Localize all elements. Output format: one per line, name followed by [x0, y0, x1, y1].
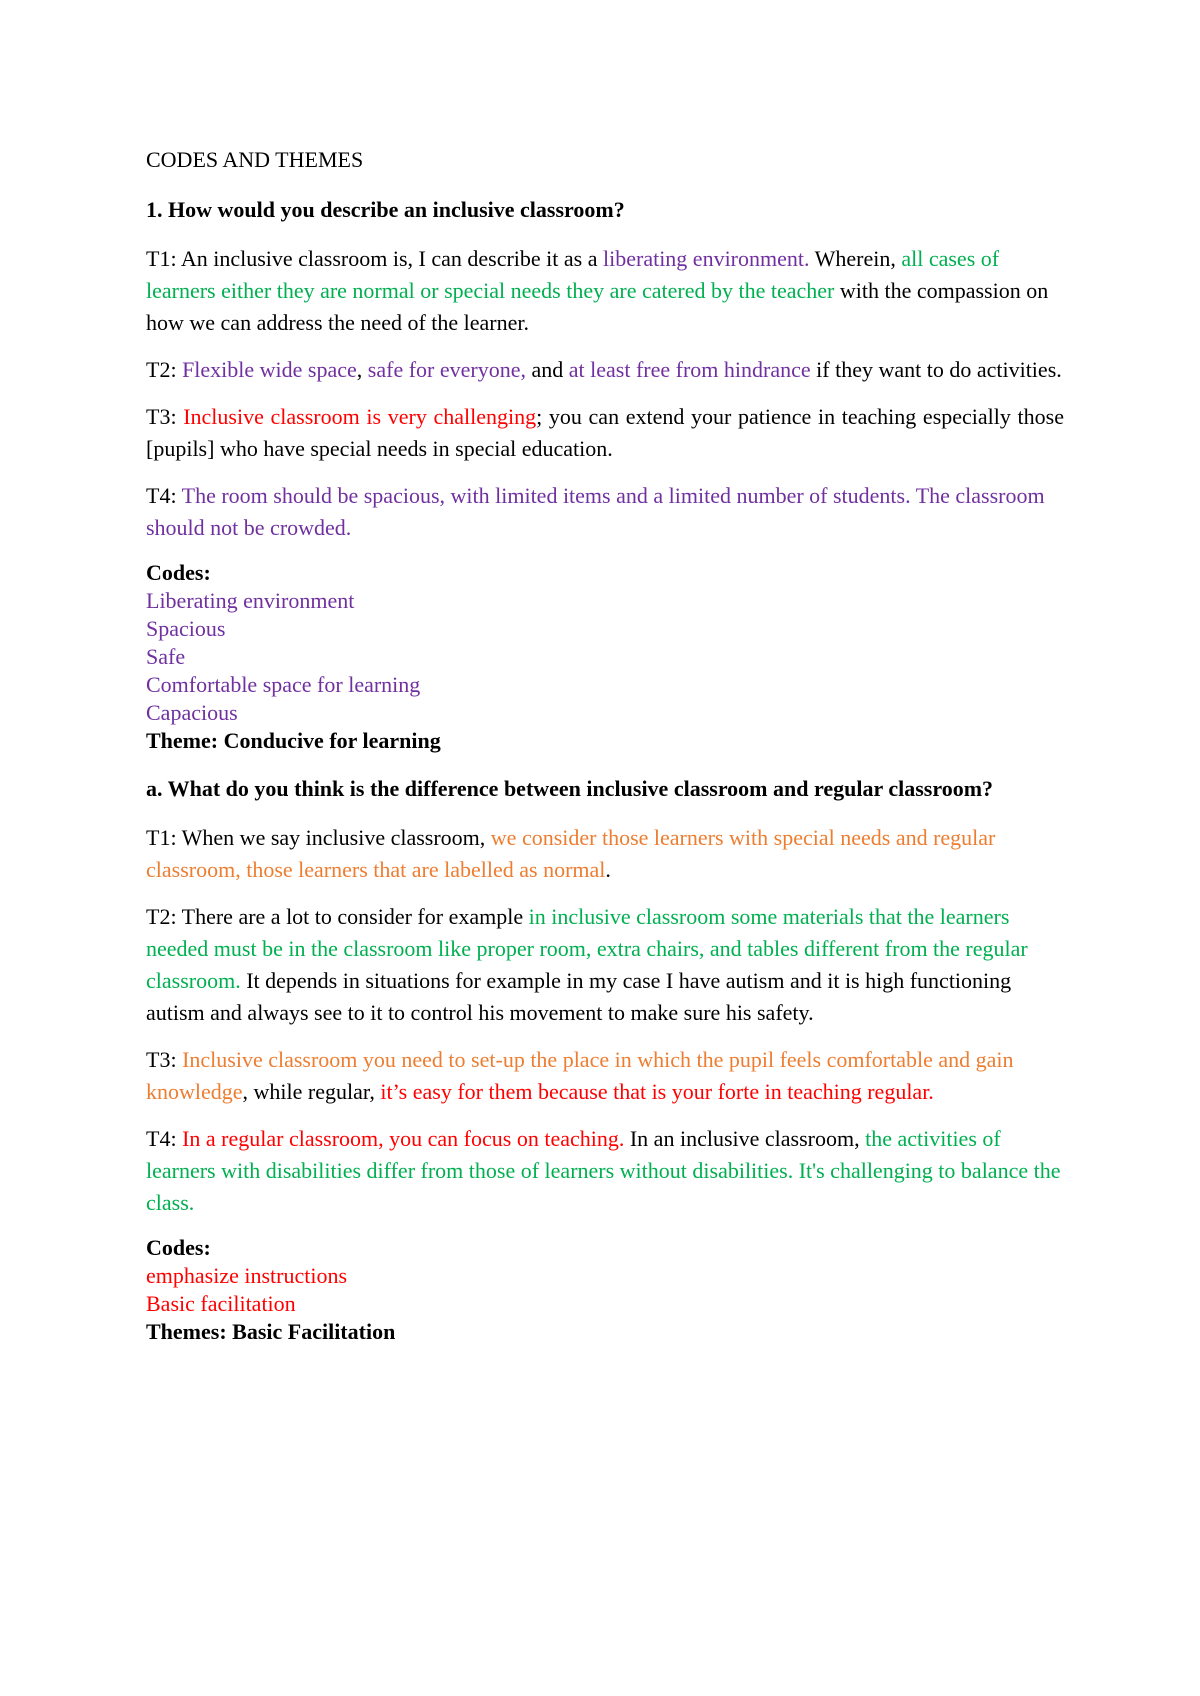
section-1-codes [146, 559, 1064, 755]
teacher-response [146, 822, 1064, 886]
code-item: Safe [146, 644, 186, 669]
response-segment: . [605, 857, 611, 882]
response-segment: T3: [146, 1047, 183, 1072]
response-segment: we consider those learners with special needs and regular classroom, those learners that are labelled as normal [146, 825, 996, 882]
code-item: Spacious [146, 616, 226, 641]
teacher-response [146, 480, 1064, 544]
teacher-response [146, 354, 1064, 386]
response-segment: T1: When we say inclusive classroom, [146, 825, 491, 850]
response-segment: with the compassion on how we can address the need of the learner. [146, 278, 1049, 335]
code-item: Comfortable space for learning [146, 672, 421, 697]
response-segment: In an inclusive classroom, [624, 1126, 866, 1151]
response-segment: at least free from hindrance [568, 357, 811, 382]
code-item: Capacious [146, 700, 238, 725]
teacher-response [146, 401, 1064, 465]
section-1-code-list [146, 587, 1064, 727]
codes-label: Codes: [146, 560, 211, 585]
response-segment: and [526, 357, 569, 382]
theme-line: Theme: Conducive for learning [146, 728, 441, 753]
response-segment: the activities of learners with disabilities differ from those of learners without disabilities. It's challenging to balance the class. [146, 1126, 1061, 1215]
response-segment: T4: [146, 1126, 183, 1151]
response-segment: It depends in situations for example in my case I have autism and it is high functioning autism and always see to it to control his movement to make sure his safety. [146, 968, 1012, 1025]
theme-line: Themes: Basic Facilitation [146, 1319, 396, 1344]
question-a: a. What do you think is the difference between inclusive classroom and regular classroom? [146, 776, 994, 801]
response-segment: The room should be spacious, with limited items and a limited number of students. The classroom should not be crowded. [146, 483, 1045, 540]
response-segment: T1: An inclusive classroom is, I can describe it as a [146, 246, 603, 271]
response-segment: safe for everyone, [367, 357, 526, 382]
teacher-response [146, 901, 1064, 1029]
response-segment: , [356, 357, 368, 382]
section-2 [146, 773, 1064, 1346]
response-segment: Inclusive classroom you need to set-up the place in which the pupil feels comfortable and gain knowledge [146, 1047, 1014, 1104]
response-segment: Wherein, [809, 246, 902, 271]
response-segment: liberating environment. [603, 246, 810, 271]
response-segment: T2: [146, 357, 183, 382]
section-2-code-list [146, 1262, 1064, 1318]
response-segment: , while regular, [242, 1079, 381, 1104]
response-segment: in inclusive classroom some materials that the learners needed must be in the classroom like proper room, extra chairs, and tables different from the regular classroom. [146, 904, 1028, 993]
teacher-response [146, 243, 1064, 339]
response-segment: it’s easy for them because that is your forte in teaching regular. [380, 1079, 934, 1104]
document-title: CODES AND THEMES [146, 147, 364, 172]
response-segment: T2: There are a lot to consider for example [146, 904, 529, 929]
teacher-response [146, 1123, 1064, 1219]
response-segment: all cases of learners either they are normal or special needs they are catered by the teacher [146, 246, 1000, 303]
response-segment: T3: [146, 404, 184, 429]
response-segment: ; you can extend your patience in teaching especially those [pupils] who have special needs in special education. [146, 404, 1064, 461]
response-segment: if they want to do activities. [810, 357, 1062, 382]
section-2-codes [146, 1234, 1064, 1346]
question-1: 1. How would you describe an inclusive classroom? [146, 197, 625, 222]
section-2-responses [146, 822, 1064, 1219]
response-segment: In a regular classroom, you can focus on teaching. [182, 1126, 625, 1151]
code-item: Liberating environment [146, 588, 355, 613]
response-segment: Inclusive classroom is very challenging [183, 404, 537, 429]
codes-label: Codes: [146, 1235, 211, 1260]
response-segment: T4: [146, 483, 182, 508]
document-page [146, 144, 1064, 1364]
section-1 [146, 194, 1064, 755]
code-item: emphasize instructions [146, 1263, 348, 1288]
teacher-response [146, 1044, 1064, 1108]
response-segment: Flexible wide space [182, 357, 357, 382]
section-1-responses [146, 243, 1064, 544]
code-item: Basic facilitation [146, 1291, 296, 1316]
